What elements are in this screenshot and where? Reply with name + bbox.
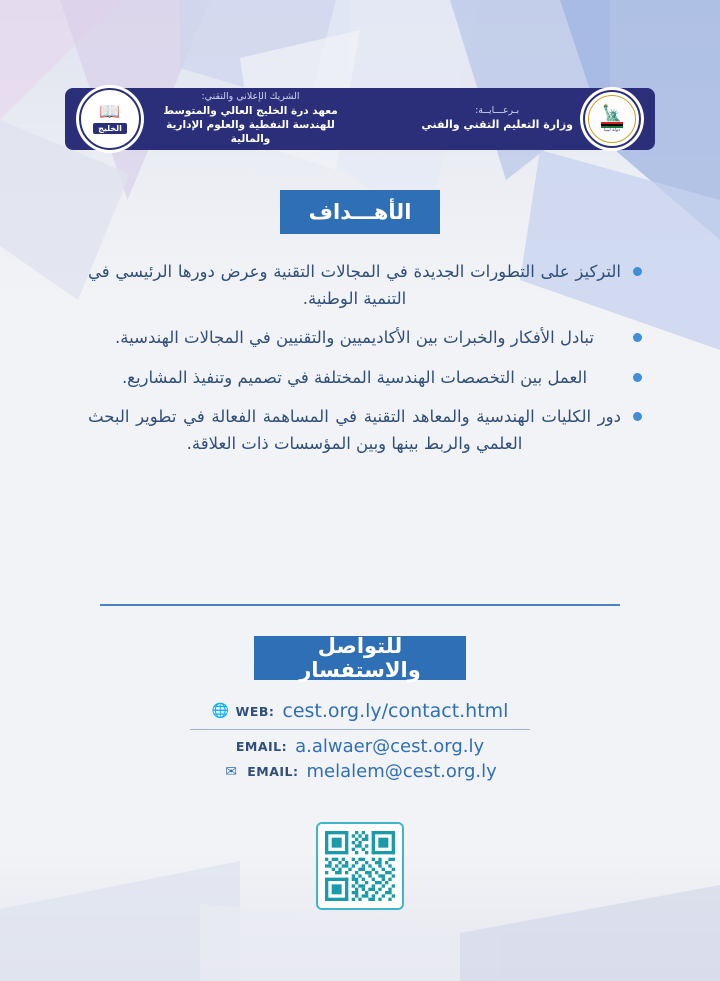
partner-name-line2: للهندسة النفطية والعلوم الإدارية والمالية [166, 119, 335, 146]
bullet-icon [633, 267, 642, 276]
email-link[interactable]: a.alwaer@cest.org.ly [295, 736, 485, 757]
section-divider [100, 604, 620, 606]
sponsor-text [411, 105, 583, 133]
contact-label: EMAIL: [247, 764, 299, 779]
ministry-seal [583, 90, 641, 148]
header-bar [65, 88, 655, 150]
ministry-seal-inner [588, 95, 636, 143]
website-link[interactable]: cest.org.ly/contact.html [282, 700, 509, 722]
sponsor-name: وزارة التعليم التقني والفني [421, 117, 573, 131]
globe-icon: 🌐 [211, 703, 229, 719]
partner-prefix: الشريك الإعلاني والتقني: [201, 91, 300, 103]
contact-label: EMAIL: [235, 739, 288, 754]
list-item [88, 324, 642, 351]
goals-list [88, 258, 642, 469]
contact-label: WEB: [235, 703, 275, 719]
qr-code-image [325, 831, 395, 901]
envelope-icon: ✉ [225, 763, 238, 780]
qr-code[interactable] [316, 822, 404, 910]
partner-block [65, 88, 360, 150]
bullet-icon [633, 373, 642, 382]
partner-text [141, 91, 360, 146]
contact-underline [190, 729, 530, 730]
list-item [88, 403, 642, 457]
sponsor-prefix: بـرعـــايــة: [475, 105, 520, 117]
partner-logo-text: الخليج [93, 123, 127, 134]
goal-text: التركيز على التطورات الجديدة في المجالات التقنية وعرض دورها الرئيسي في التنمية الوطنية. [88, 262, 621, 309]
list-item [88, 258, 642, 312]
contact-list [0, 700, 720, 786]
goals-title: الأهـــداف [280, 190, 440, 234]
contact-title: للتواصل والاستفسار [254, 636, 466, 680]
contact-row-email-2 [223, 761, 497, 782]
email-link[interactable]: melalem@cest.org.ly [306, 761, 497, 782]
ministry-seal-label: دولة ليبيا [603, 127, 621, 133]
partner-logo-inner [85, 94, 135, 144]
libya-flag-icon [601, 122, 623, 128]
goal-text: تبادل الأفكار والخبرات بين الأكاديميين والتقنيين في المجالات الهندسية. [115, 328, 594, 348]
contact-row-email-1 [236, 736, 484, 757]
bullet-icon [633, 412, 642, 421]
bullet-icon [633, 333, 642, 342]
book-logo-icon: 📖 [99, 102, 121, 122]
contact-row-web [212, 700, 509, 722]
list-item [88, 364, 642, 391]
partner-logo [79, 88, 141, 150]
sponsor-block [360, 88, 655, 150]
eagle-emblem-icon: 🗽 [602, 102, 622, 122]
partner-name-line1: معهد درة الخليج العالي والمتوسط [163, 105, 338, 118]
goal-text: العمل بين التخصصات الهندسية المختلفة في تصميم وتنفيذ المشاريع. [121, 367, 588, 387]
goal-text: دور الكليات الهندسية والمعاهد التقنية في المساهمة الفعالة في تطوير البحث العلمي والربط بينها وبين المؤسسات ذات العلاقة. [88, 406, 621, 454]
